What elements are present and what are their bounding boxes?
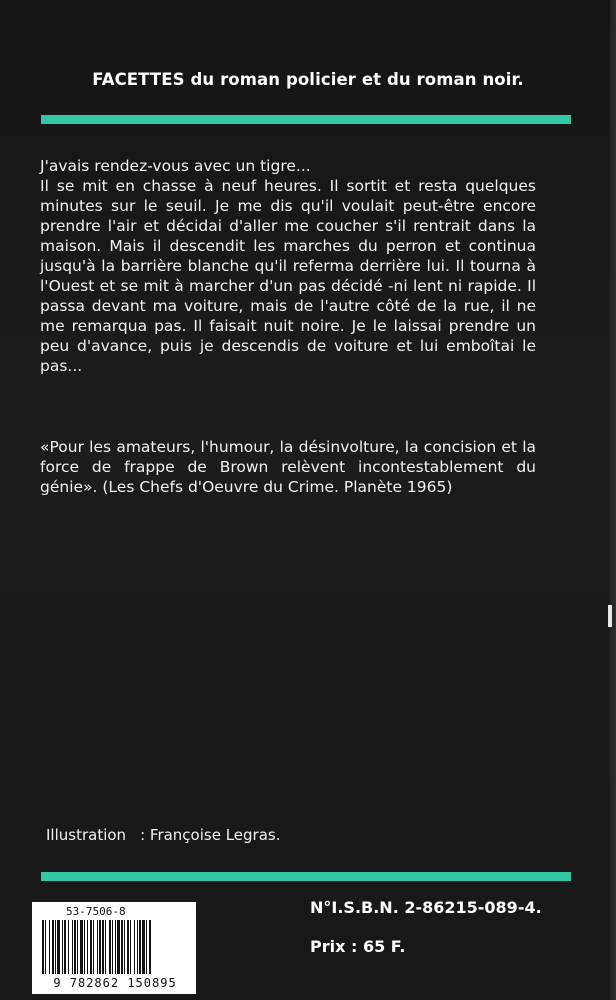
top-accent-rule — [41, 115, 571, 124]
series-tagline: du roman policier et du roman noir. — [184, 70, 524, 89]
barcode-bar — [72, 920, 73, 974]
barcode-bar — [146, 920, 147, 974]
excerpt-body: Il se mit en chasse à neuf heures. Il sortit et resta quelques minutes sur le seuil. Je me dis qu'il voulait peut-être encore prendre l'air et décidai d'aller me coucher s'il rentrait dans la maison. Mais il descendit les marches du perron et continua jusqu'à la barrière blanche qu'il referma derrière lui. Il tourna à l'Ouest et se mit à marcher d'un pas décidé -ni lent ni rapide. Il passa devant ma voiture, mais de l'autre côté de la rue, il ne me remarqua pas. Il faisait nuit noire. Je le laissai prendre un peu d'avance, puis je descendis de voiture et lui emboîtai le pas... — [40, 177, 536, 375]
barcode-bar — [80, 920, 83, 974]
barcode — [32, 902, 196, 994]
price: Prix : 65 F. — [310, 937, 406, 956]
barcode-bar — [105, 920, 106, 974]
barcode-bar — [139, 920, 141, 974]
barcode-bar — [109, 920, 111, 974]
credit-label: Illustration — [46, 826, 127, 844]
barcode-bar — [97, 920, 98, 974]
barcode-bar — [115, 920, 116, 974]
page-edge — [610, 0, 616, 1000]
barcode-bar — [102, 920, 104, 974]
barcode-bar — [57, 920, 60, 974]
barcode-bar — [62, 920, 63, 974]
barcode-bar — [74, 920, 76, 974]
barcode-digits: 9 782862 150895 — [53, 976, 177, 990]
barcode-bar — [124, 920, 125, 974]
barcode-bar — [130, 920, 131, 974]
excerpt-opening: J'avais rendez-vous avec un tigre... — [40, 157, 311, 175]
barcode-bar — [84, 920, 85, 974]
barcode-bar — [99, 920, 101, 974]
bottom-accent-rule — [41, 872, 571, 881]
credit-name: Françoise Legras. — [149, 826, 281, 844]
isbn-number: N°I.S.B.N. 2-86215-089-4. — [310, 898, 542, 917]
barcode-bar — [87, 920, 88, 974]
series-name: FACETTES — [92, 70, 185, 89]
barcode-bars — [42, 920, 188, 974]
credit-separator: : — [140, 826, 146, 844]
barcode-bar — [121, 920, 123, 974]
illustration-credit — [46, 826, 281, 844]
barcode-bar — [90, 920, 92, 974]
press-quote: «Pour les amateurs, l'humour, la désinvolture, la concision et la force de frappe de Brown relèvent incontestablement du génie». (Les Chefs d'Oeuvre du Crime. Planète 1965) — [40, 438, 536, 496]
barcode-bar — [49, 920, 50, 974]
barcode-bar — [112, 920, 113, 974]
series-header — [0, 70, 616, 89]
barcode-bar — [77, 920, 78, 974]
barcode-bar — [64, 920, 66, 974]
excerpt-block — [40, 156, 536, 376]
edge-mark — [608, 605, 612, 627]
barcode-bar — [137, 920, 138, 974]
barcode-bar — [134, 920, 135, 974]
barcode-bar — [149, 920, 151, 974]
barcode-bar — [93, 920, 94, 974]
barcode-bar — [42, 920, 44, 974]
barcode-bar — [55, 920, 56, 974]
barcode-bar — [117, 920, 120, 974]
barcode-code: 53-7506-8 — [66, 905, 126, 918]
barcode-bar — [45, 920, 46, 974]
barcode-bar — [142, 920, 145, 974]
barcode-bar — [52, 920, 54, 974]
barcode-bar — [68, 920, 69, 974]
barcode-bar — [127, 920, 129, 974]
